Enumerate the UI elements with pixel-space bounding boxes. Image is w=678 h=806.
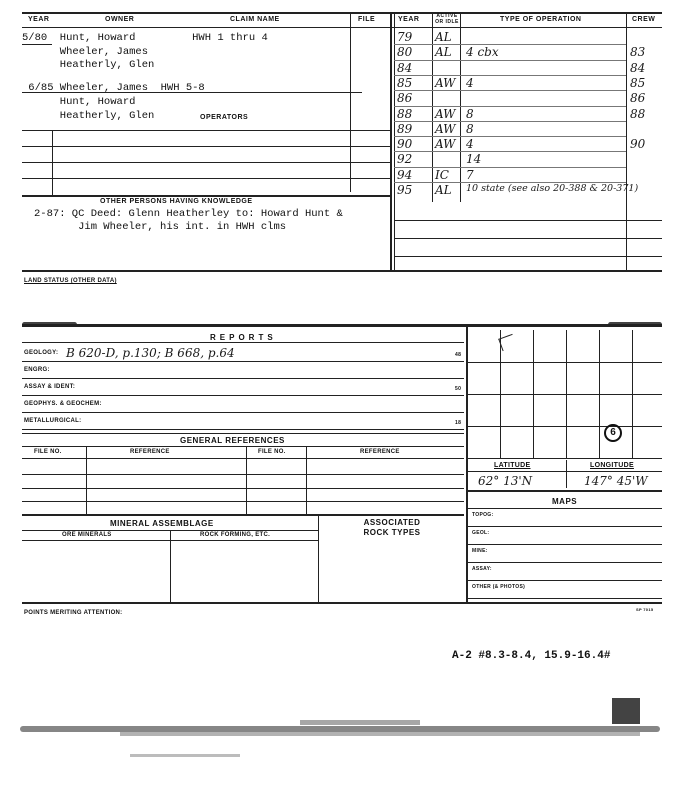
activity-operation: 10 state (see also 20-388 & 20-371) — [466, 183, 639, 194]
rock-forming-label: ROCK FORMING, ETC. — [200, 532, 271, 538]
activity-operation: 8 — [466, 106, 474, 121]
activity-operation: 8 — [466, 121, 474, 136]
header-claim-name: CLAIM NAME — [230, 16, 280, 23]
activity-crew: 84 — [630, 60, 646, 75]
owner-line: Wheeler, James — [22, 46, 149, 58]
grid-marker: 6 — [604, 424, 622, 442]
land-status-label: LAND STATUS (OTHER DATA) — [24, 278, 117, 284]
activity-year: 92 — [397, 152, 413, 167]
owner-line: 5/80 Hunt, Howard HWH 1 thru 4 — [22, 32, 268, 44]
activity-operation: 14 — [466, 152, 482, 167]
header-active-or-idle: ACTIVE OR IDLE — [435, 13, 459, 25]
mineral-assemblage-label: MINERAL ASSEMBLAGE — [110, 519, 214, 528]
longitude-value: 147° 45'W — [584, 474, 648, 488]
latitude-value: 62° 13'N — [478, 474, 533, 488]
footer-note: A-2 #8.3-8.4, 15.9-16.4# — [452, 650, 611, 662]
ref-header-reference: REFERENCE — [130, 449, 170, 455]
owner-line: 6/85 Wheeler, James HWH 5-8 — [22, 82, 205, 94]
ref-header-file-no-2: FILE NO. — [258, 449, 286, 455]
activity-operation: 4 cbx — [466, 45, 499, 60]
report-label: METALLURGICAL: — [24, 418, 82, 424]
activity-status: AL — [435, 30, 452, 44]
ore-minerals-label: ORE MINERALS — [62, 532, 112, 538]
report-row-number: 48 — [455, 352, 462, 358]
activity-year: 95 — [397, 183, 413, 197]
owner-line: Hunt, Howard — [22, 96, 136, 108]
header-crew: CREW — [632, 16, 656, 23]
activity-year: 80 — [397, 45, 413, 60]
activity-operation: 4 — [466, 75, 474, 90]
report-label: GEOLOGY: — [24, 350, 59, 356]
activity-crew: 83 — [630, 45, 646, 60]
grid-pencil-mark — [498, 334, 517, 351]
map-row-label: MINE: — [472, 548, 488, 554]
activity-year: 88 — [397, 106, 413, 121]
header-type-of-operation: TYPE OF OPERATION — [500, 16, 582, 23]
header-owner: OWNER — [105, 16, 135, 23]
corner-code: SP 7015 — [636, 607, 654, 612]
activity-status: AL — [435, 183, 452, 197]
other-persons-label: OTHER PERSONS HAVING KNOWLEDGE — [100, 198, 253, 205]
ref-header-file-no: FILE NO. — [34, 449, 62, 455]
header-file: FILE — [358, 16, 376, 23]
activity-crew: 88 — [630, 106, 646, 121]
general-references-label: GENERAL REFERENCES — [180, 436, 285, 445]
report-value: B 620-D, p.130; B 668, p.64 — [66, 346, 235, 360]
reports-title: REPORTS — [210, 333, 277, 342]
activity-year: 94 — [397, 167, 413, 182]
map-row-label: GEOL: — [472, 530, 490, 536]
activity-status: AL — [435, 45, 452, 60]
report-label: ENGRG: — [24, 367, 50, 373]
activity-status: AW — [435, 106, 456, 121]
activity-operation: 7 — [466, 167, 474, 182]
activity-status: AW — [435, 137, 456, 152]
activity-year: 85 — [397, 75, 413, 90]
ref-header-reference-2: REFERENCE — [360, 449, 400, 455]
report-row-number: 18 — [455, 420, 462, 426]
report-label: ASSAY & IDENT: — [24, 384, 76, 390]
map-row-label: OTHER (& PHOTOS) — [472, 584, 526, 590]
activity-crew: 86 — [630, 91, 646, 106]
activity-year: 89 — [397, 121, 413, 136]
header-year: YEAR — [28, 16, 50, 23]
report-row-number: 50 — [455, 386, 462, 392]
activity-year: 84 — [397, 60, 413, 75]
activity-operation: 4 — [466, 137, 474, 152]
activity-status: AW — [435, 75, 456, 90]
owner-line: Heatherly, Glen — [22, 110, 155, 122]
associated-rock-types-label: ASSOCIATED ROCK TYPES — [363, 518, 421, 537]
map-row-label: ASSAY: — [472, 566, 492, 572]
points-meriting-label: POINTS MERITING ATTENTION: — [24, 610, 123, 616]
activity-year: 79 — [397, 30, 413, 44]
other-persons-text: 2-87: QC Deed: Glenn Heatherley to: Howard Hunt & Jim Wheeler, his int. in HWH clms — [34, 208, 343, 233]
activity-year: 90 — [397, 137, 413, 152]
activity-year: 86 — [397, 91, 413, 106]
operators-label: OPERATORS — [200, 114, 249, 121]
latitude-label: LATITUDE — [494, 462, 531, 469]
owner-line: Heatherly, Glen — [22, 59, 155, 71]
header-year-2: YEAR — [398, 16, 420, 23]
activity-crew: 90 — [630, 137, 646, 152]
activity-status: AW — [435, 121, 456, 136]
map-row-label: TOPOG: — [472, 512, 494, 518]
longitude-label: LONGITUDE — [590, 462, 634, 469]
maps-label: MAPS — [552, 497, 578, 506]
report-label: GEOPHYS. & GEOCHEM: — [24, 401, 102, 407]
activity-status: IC — [435, 167, 449, 182]
activity-crew: 85 — [630, 75, 646, 90]
